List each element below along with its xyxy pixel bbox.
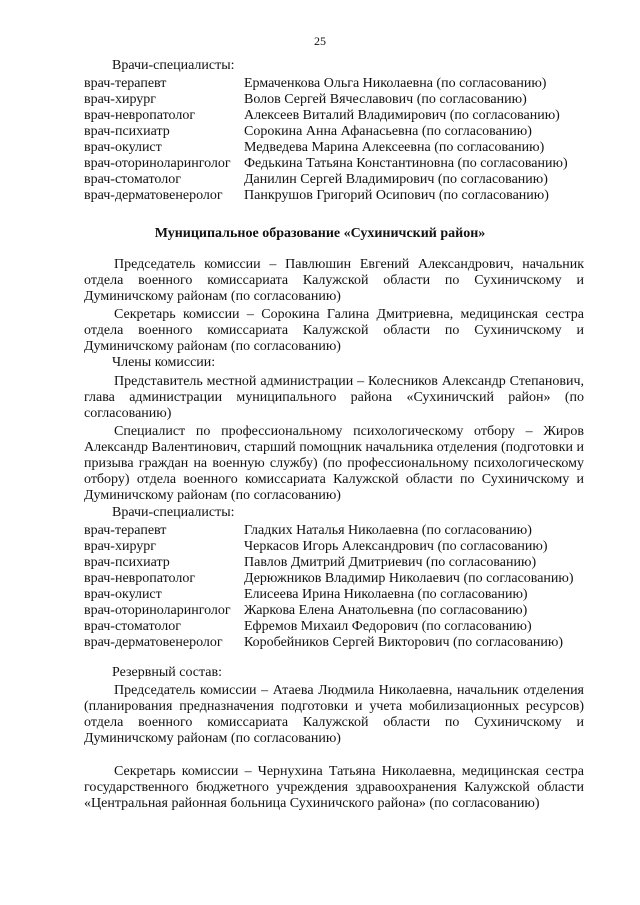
specialist-role: врач-терапевт xyxy=(84,76,167,91)
admin-representative-paragraph: Представитель местной администрации – Колесников Александр Степанович, глава администрации муниципального района «Сухиничский район» (по согласованию) xyxy=(84,374,584,421)
specialist-name: Алексеев Виталий Владимирович (по согласованию) xyxy=(244,108,560,123)
specialist-role: врач-хирург xyxy=(84,92,157,107)
specialist-name: Федькина Татьяна Константиновна (по согласованию) xyxy=(244,156,568,171)
specialist-row xyxy=(84,539,574,555)
section1-label: Врачи-специалисты: xyxy=(112,58,235,73)
specialist-row xyxy=(84,156,568,172)
specialist-role: врач-терапевт xyxy=(84,523,167,538)
specialist-role: врач-стоматолог xyxy=(84,172,181,187)
specialist-name: Волов Сергей Вячеславович (по согласованию) xyxy=(244,92,527,107)
specialist-name: Черкасов Игорь Александрович (по согласованию) xyxy=(244,539,548,554)
specialist-row xyxy=(84,108,568,124)
specialist-name: Коробейников Сергей Викторович (по согласованию) xyxy=(244,635,564,650)
specialist-role: врач-стоматолог xyxy=(84,619,181,634)
specialist-row xyxy=(84,92,568,108)
specialist-role: врач-окулист xyxy=(84,587,162,602)
specialist-role: врач-оториноларинголог xyxy=(84,603,231,618)
specialist-row xyxy=(84,587,574,603)
psych-specialist-paragraph: Специалист по профессиональному психологическому отбору – Жиров Александр Валентинович, старший помощник начальника отделения (подготовки и призыва граждан на военную службу) (по профессиональному психологическому отбору) отдела военного комиссариата Калужской области по Сухиничскому и Думиничскому районам (по согласованию) xyxy=(84,424,584,503)
specialist-role: врач-невропатолог xyxy=(84,108,196,123)
specialist-name: Гладких Наталья Николаевна (по согласованию) xyxy=(244,523,532,538)
specialist-row xyxy=(84,571,574,587)
specialist-row xyxy=(84,619,574,635)
specialist-role: врач-невропатолог xyxy=(84,571,196,586)
specialist-name: Павлов Дмитрий Дмитриевич (по согласованию) xyxy=(244,555,537,570)
specialist-role: врач-оториноларинголог xyxy=(84,156,231,171)
specialist-row xyxy=(84,140,568,156)
specialist-role: врач-дерматовенеролог xyxy=(84,635,223,650)
specialist-row xyxy=(84,523,574,539)
reserve-label: Резервный состав: xyxy=(112,665,223,680)
specialist-role: врач-хирург xyxy=(84,539,157,554)
specialist-row xyxy=(84,188,568,204)
specialist-name: Жаркова Елена Анатольевна (по согласованию) xyxy=(244,603,528,618)
section1-specialists-table xyxy=(84,76,568,204)
chairman-paragraph: Председатель комиссии – Павлюшин Евгений Александрович, начальник отдела военного комиссариата Калужской области по Сухиничскому и Думиничскому районам (по согласованию) xyxy=(84,257,584,304)
specialist-row xyxy=(84,172,568,188)
specialist-name: Елисеева Ирина Николаевна (по согласованию) xyxy=(244,587,528,602)
specialist-row xyxy=(84,635,574,651)
specialist-row xyxy=(84,76,568,92)
specialist-name: Сорокина Анна Афанасьевна (по согласованию) xyxy=(244,124,532,139)
specialist-name: Ефремов Михаил Федорович (по согласованию) xyxy=(244,619,532,634)
section2-specialists-table xyxy=(84,523,574,651)
specialist-name: Панкрушов Григорий Осипович (по согласованию) xyxy=(244,188,549,203)
municipality-heading: Муниципальное образование «Сухиничский район» xyxy=(154,226,486,241)
reserve-chairman-paragraph: Председатель комиссии – Атаева Людмила Николаевна, начальник отделения (планирования предназначения подготовки и учета мобилизационных ресурсов) отдела военного комиссариата Калужской области по Сухиничскому и Думиничскому районам (по согласованию) xyxy=(84,683,584,746)
specialist-row xyxy=(84,603,574,619)
specialist-name: Медведева Марина Алексеевна (по согласованию) xyxy=(244,140,545,155)
section2-label: Врачи-специалисты: xyxy=(112,505,235,520)
specialist-role: врач-психиатр xyxy=(84,555,170,570)
specialist-role: врач-психиатр xyxy=(84,124,170,139)
page-number: 25 xyxy=(314,34,326,48)
specialist-name: Данилин Сергей Владимирович (по согласованию) xyxy=(244,172,548,187)
specialist-row xyxy=(84,124,568,140)
specialist-row xyxy=(84,555,574,571)
members-label: Члены комиссии: xyxy=(112,355,216,370)
specialist-name: Дерюжников Владимир Николаевич (по согласованию) xyxy=(244,571,574,586)
specialist-role: врач-дерматовенеролог xyxy=(84,188,223,203)
reserve-secretary-paragraph: Секретарь комиссии – Чернухина Татьяна Николаевна, медицинская сестра государственного бюджетного учреждения здравоохранения Калужской области «Центральная районная больница Сухиничского района» (по согласованию) xyxy=(84,764,584,811)
specialist-name: Ермаченкова Ольга Николаевна (по согласованию) xyxy=(244,76,547,91)
specialist-role: врач-окулист xyxy=(84,140,162,155)
secretary-paragraph: Секретарь комиссии – Сорокина Галина Дмитриевна, медицинская сестра отдела военного комиссариата Калужской области по Сухиничскому и Думиничскому районам (по согласованию) xyxy=(84,307,584,354)
